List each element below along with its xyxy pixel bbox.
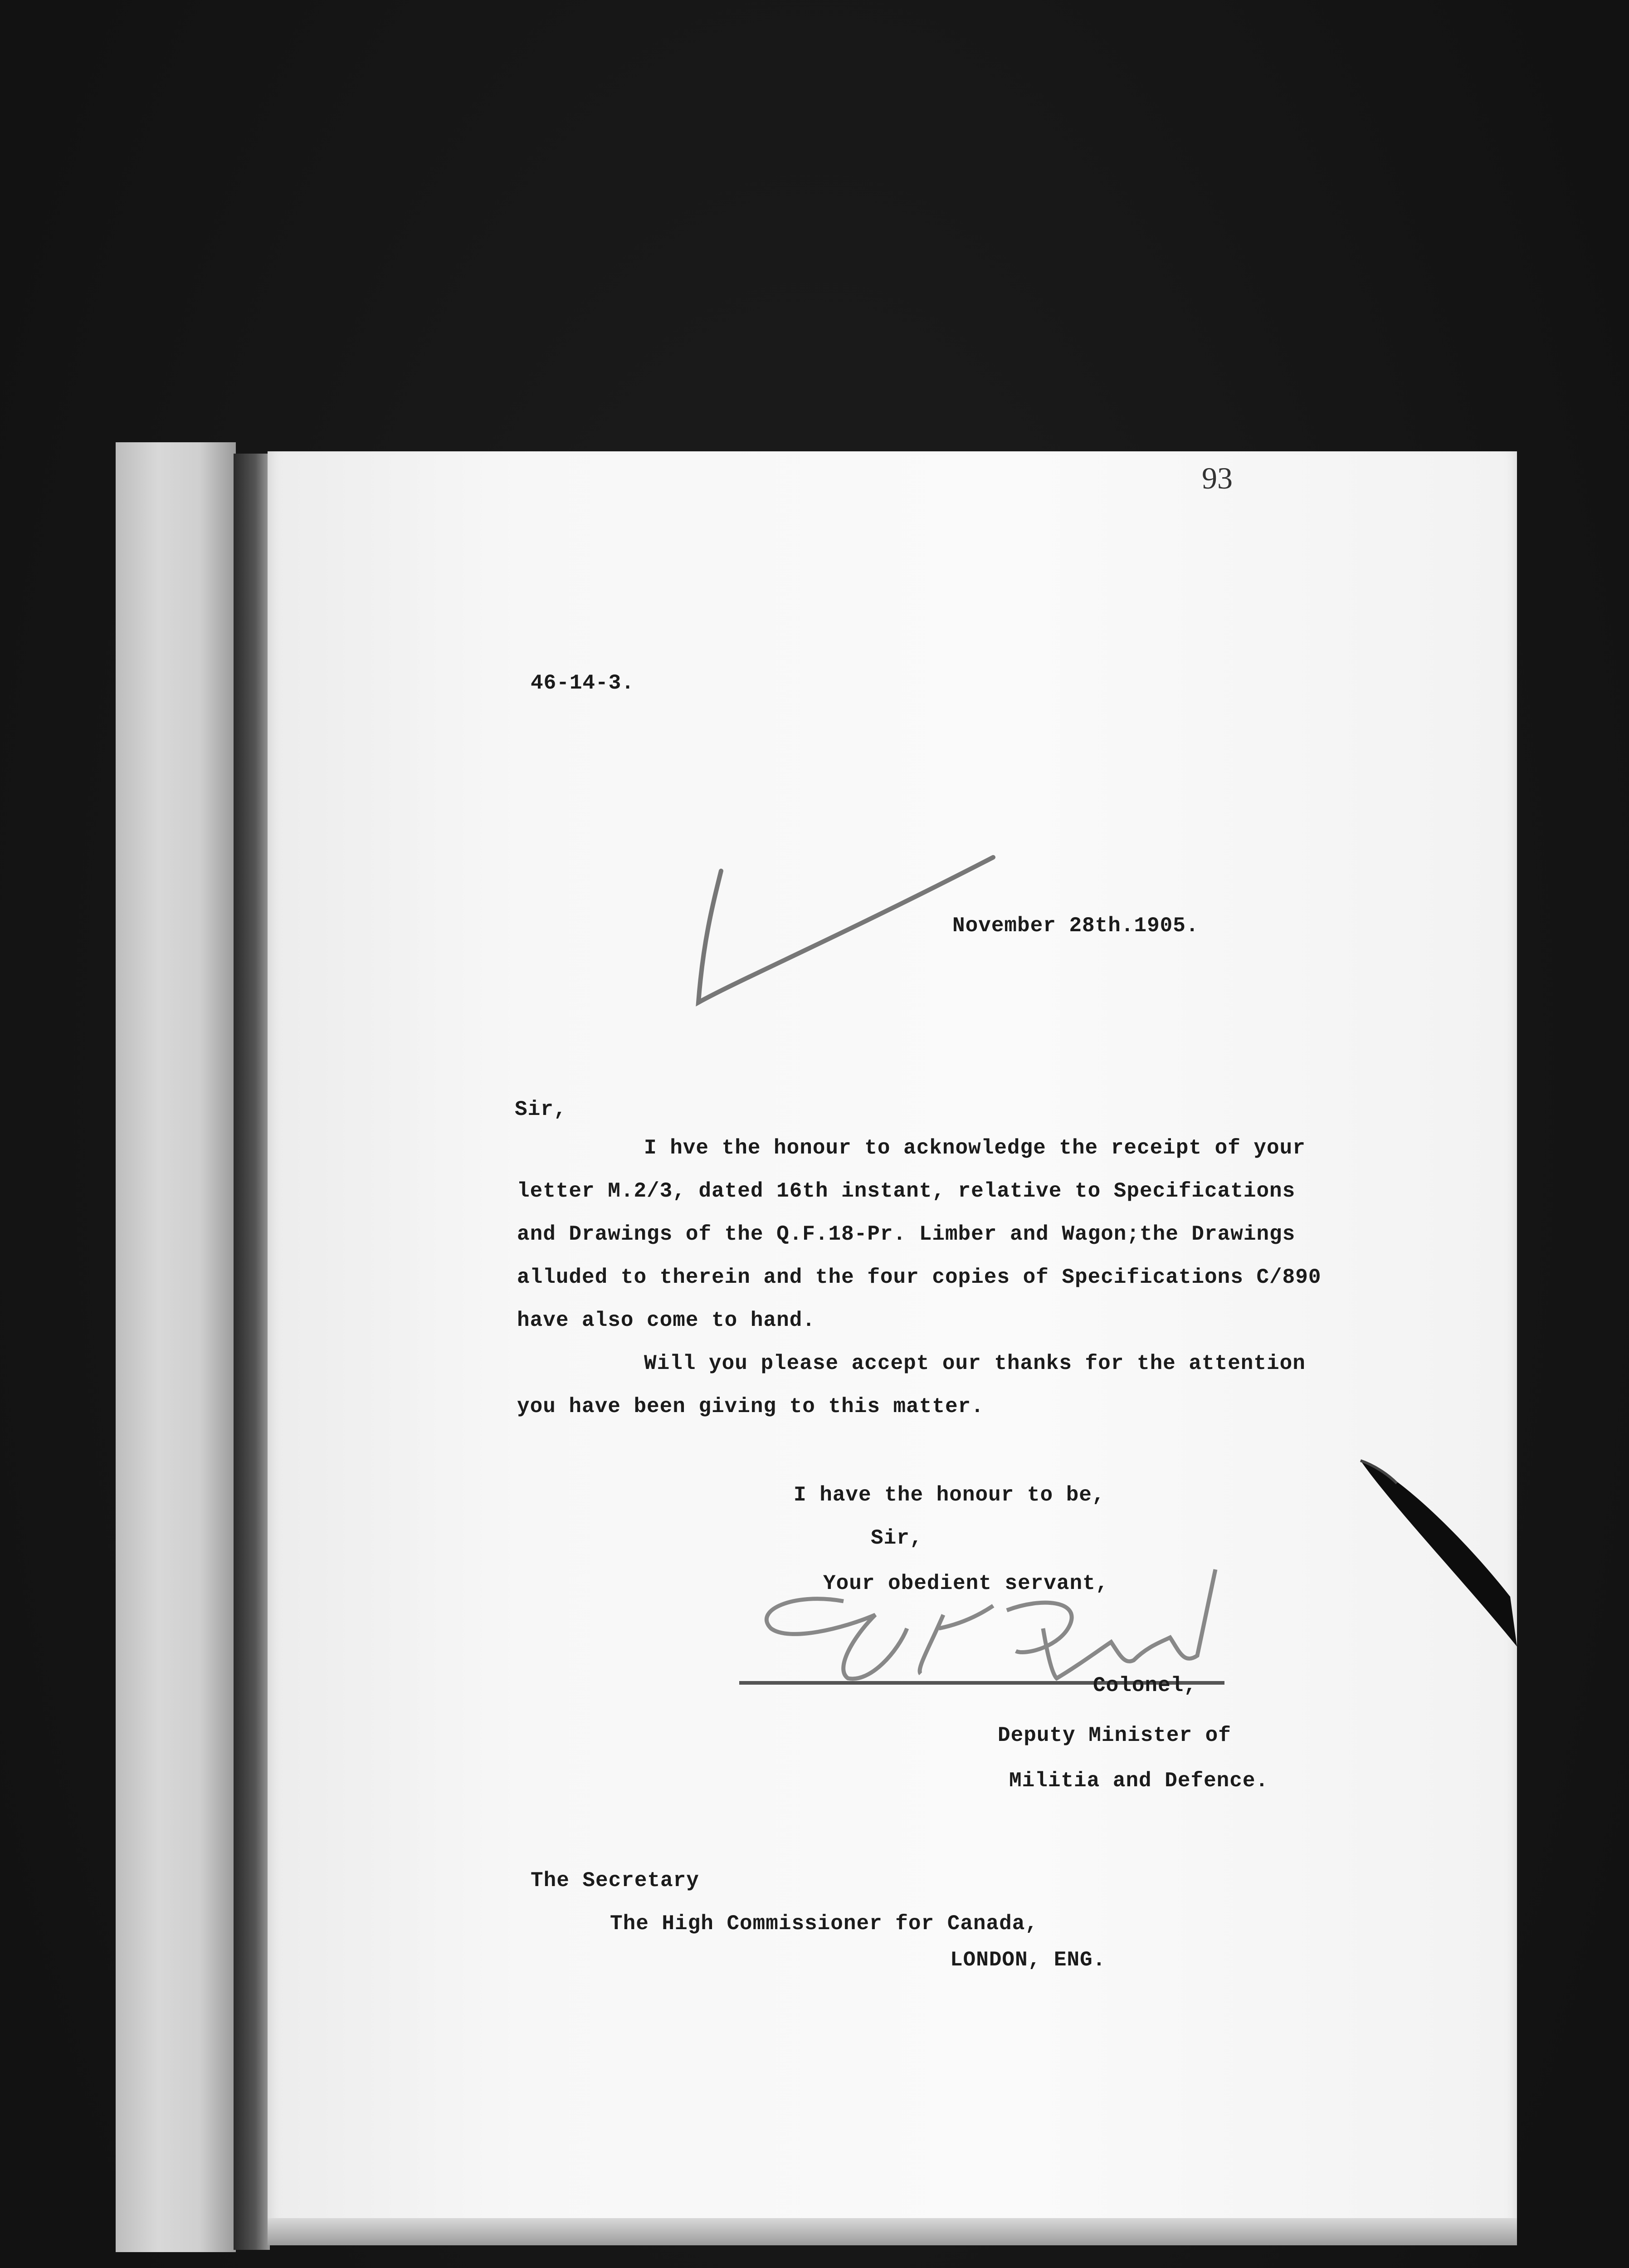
signatory-title: Militia and Defence. bbox=[1009, 1769, 1269, 1793]
body-line: you have been giving to this matter. bbox=[517, 1395, 984, 1418]
page-binding bbox=[116, 442, 236, 2252]
addressee-line: The Secretary bbox=[531, 1869, 699, 1892]
file-reference: 46-14-3. bbox=[531, 671, 634, 695]
letter-opener-blade bbox=[1356, 1452, 1519, 1678]
body-line: I hve the honour to acknowledge the receipt of your bbox=[644, 1136, 1306, 1160]
signatory-title: Deputy Minister of bbox=[998, 1724, 1231, 1747]
addressee-line: LONDON, ENG. bbox=[950, 1948, 1106, 1972]
page-number: 93 bbox=[1202, 461, 1233, 495]
body-line: letter M.2/3, dated 16th instant, relative to Specifications bbox=[517, 1179, 1296, 1203]
signature-rank: Colonel, bbox=[1093, 1674, 1197, 1697]
binding-gutter bbox=[234, 454, 270, 2250]
page-bottom-edge bbox=[268, 2218, 1517, 2245]
body-line: and Drawings of the Q.F.18-Pr. Limber and Wagon;the Drawings bbox=[517, 1222, 1296, 1246]
closing-line: Sir, bbox=[871, 1526, 923, 1550]
letter-date: November 28th.1905. bbox=[952, 914, 1199, 938]
closing-line: I have the honour to be, bbox=[794, 1483, 1105, 1507]
body-line: have also come to hand. bbox=[517, 1309, 815, 1332]
body-line: alluded to therein and the four copies of Specifications C/890 bbox=[517, 1266, 1322, 1289]
letter-page bbox=[268, 451, 1517, 2243]
addressee-line: The High Commissioner for Canada, bbox=[610, 1912, 1038, 1936]
body-line: Will you please accept our thanks for the attention bbox=[644, 1352, 1306, 1375]
closing-line: Your obedient servant, bbox=[823, 1572, 1109, 1595]
salutation: Sir, bbox=[515, 1098, 567, 1121]
